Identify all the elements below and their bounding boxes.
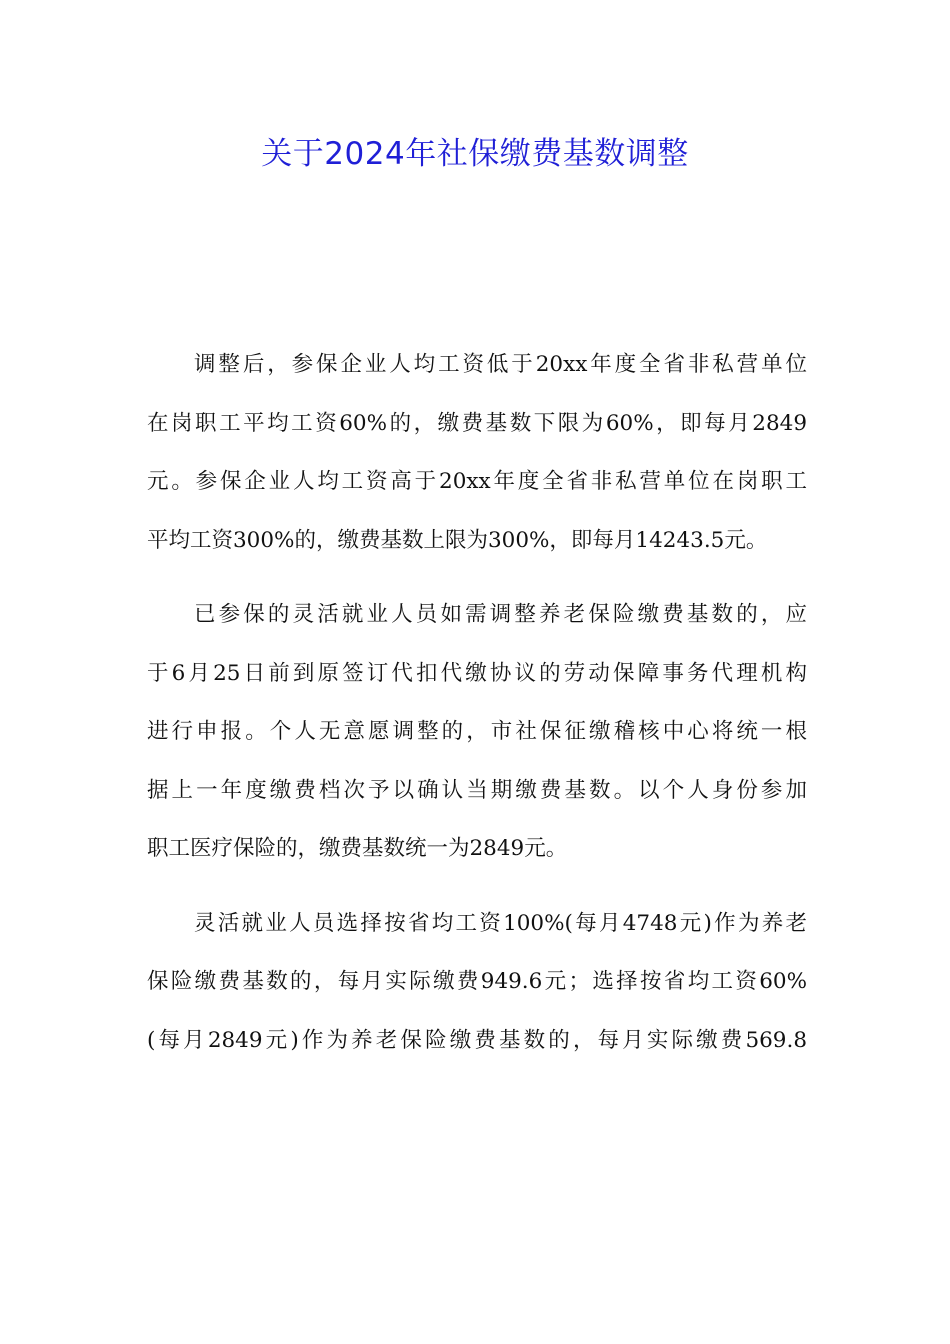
paragraph-line: 进行申报。个人无意愿调整的，市社保征缴稽核中心将统一根 (147, 719, 807, 744)
document-title: 关于2024年社保缴费基数调整 (261, 136, 689, 172)
paragraph-gap (147, 570, 807, 586)
paragraph-2 (147, 586, 807, 879)
paragraph-line: 已参保的灵活就业人员如需调整养老保险缴费基数的，应 (194, 602, 807, 627)
paragraph-line: (每月2849元)作为养老保险缴费基数的，每月实际缴费569.8 (147, 1027, 807, 1053)
paragraph-line: 平均工资300%的，缴费基数上限为300%，即每月14243.5元。 (147, 527, 768, 553)
paragraph-1 (147, 336, 807, 570)
paragraph-line: 调整后，参保企业人均工资低于20xx年度全省非私营单位 (194, 352, 807, 377)
paragraph-line: 据上一年度缴费档次予以确认当期缴费基数。以个人身份参加 (147, 777, 807, 803)
paragraph-line: 于6月25日前到原签订代扣代缴协议的劳动保障事务代理机构 (147, 660, 807, 686)
paragraph-gap (147, 879, 807, 895)
paragraph-3 (147, 895, 807, 1071)
paragraph-line: 保险缴费基数的，每月实际缴费949.6元；选择按省均工资60% (147, 969, 807, 994)
paragraph-line: 元。参保企业人均工资高于20xx年度全省非私营单位在岗职工 (147, 469, 807, 494)
paragraph-line: 灵活就业人员选择按省均工资100%(每月4748元)作为养老 (194, 910, 807, 936)
paragraph-line: 职工医疗保险的，缴费基数统一为2849元。 (147, 836, 568, 861)
paragraph-line: 在岗职工平均工资60%的，缴费基数下限为60%，即每月2849 (147, 410, 807, 436)
document-body (147, 336, 807, 1070)
